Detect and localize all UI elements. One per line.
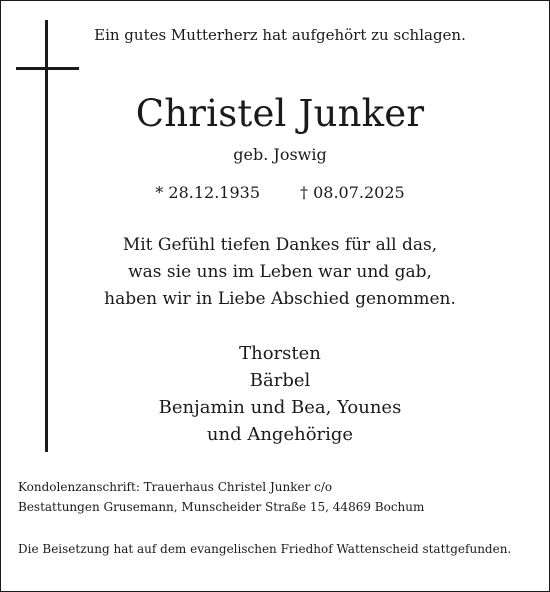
death-date: † 08.07.2025 <box>300 183 405 202</box>
cross-vertical-bar <box>45 20 48 452</box>
birth-date: * 28.12.1935 <box>155 183 260 202</box>
cross-horizontal-bar <box>16 67 79 70</box>
life-dates <box>60 183 500 202</box>
verse-line: Mit Gefühl tiefen Dankes für all das, <box>122 235 438 255</box>
verse-line: haben wir in Liebe Abschied genommen. <box>104 289 456 309</box>
condolence-line: Kondolenzanschrift: Trauerhaus Christel Junker c/o <box>18 480 333 494</box>
birth-name: geb. Joswig <box>233 145 327 164</box>
mourner-name: Bärbel <box>249 370 311 391</box>
deceased-name: Christel Junker <box>135 92 425 135</box>
burial-note: Die Beisetzung hat auf dem evangelischen Friedhof Wattenscheid stattgefunden. <box>18 542 512 556</box>
mourners-list <box>60 340 500 448</box>
verse-line: was sie uns im Leben war und gab, <box>128 262 432 282</box>
intro-line: Ein gutes Mutterherz hat aufgehört zu schlagen. <box>94 26 466 44</box>
condolence-address <box>18 477 424 517</box>
memorial-verse <box>60 232 500 313</box>
mourner-name: Benjamin und Bea, Younes <box>158 397 402 418</box>
mourner-name: und Angehörige <box>206 424 354 445</box>
condolence-line: Bestattungen Grusemann, Munscheider Straße 15, 44869 Bochum <box>18 500 425 514</box>
mourner-name: Thorsten <box>239 343 321 364</box>
